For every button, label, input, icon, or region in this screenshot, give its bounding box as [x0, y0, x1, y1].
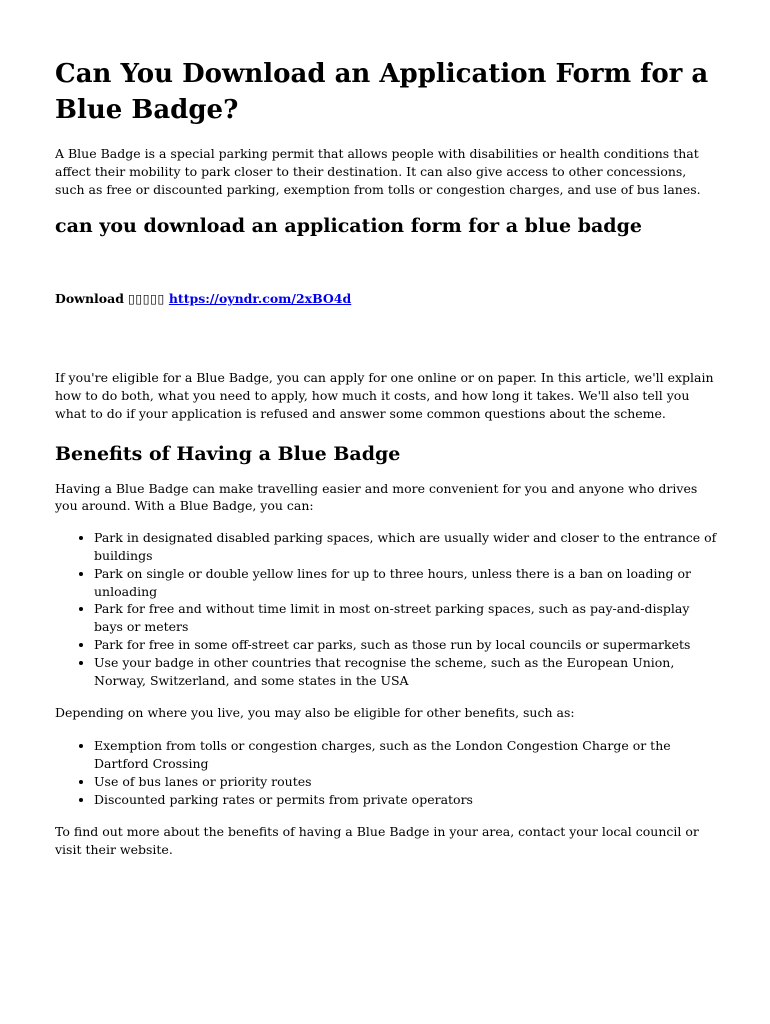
list-item: • Discounted parking rates or permits from private operators	[94, 791, 719, 809]
document-page	[55, 56, 719, 859]
page-title: Can You Download an Application Form for a Blue Badge?	[55, 59, 709, 125]
other-benefits-list	[55, 737, 719, 808]
download-link[interactable]: https://oyndr.com/2xBO4d	[168, 291, 352, 307]
list-item: • Park for free in some off-street car parks, such as those run by local councils or supermarkets	[94, 636, 719, 654]
closing-paragraph: To find out more about the benefits of having a Blue Badge in your area, contact your local council or visit their website.	[55, 824, 699, 858]
list-item: • Park on single or double yellow lines for up to three hours, unless there is a ban on loading or unloading	[94, 565, 719, 601]
subheading: can you download an application form for a blue badge	[55, 215, 642, 238]
list-item: • Use your badge in other countries that recognise the scheme, such as the European Union, Norway, Switzerland, and some states in the USA	[94, 654, 719, 690]
download-line	[55, 290, 719, 308]
list-item: • Exemption from tolls or congestion charges, such as the London Congestion Charge or the Dartford Crossing	[94, 737, 719, 773]
list-item: • Park in designated disabled parking spaces, which are usually wider and closer to the entrance of buildings	[94, 529, 719, 565]
list-item: • Use of bus lanes or priority routes	[94, 773, 719, 791]
download-label: Download	[55, 291, 124, 307]
list-item: • Park for free and without time limit in most on-street parking spaces, such as pay-and-display bays or meters	[94, 600, 719, 636]
benefits-heading: Benefits of Having a Blue Badge	[55, 442, 401, 465]
benefits-intro: Having a Blue Badge can make travelling easier and more convenient for you and anyone who drives you around. With a Blue Badge, you can:	[55, 480, 698, 514]
download-glyphs: ▯▯▯▯▯	[127, 291, 165, 307]
depending-paragraph: Depending on where you live, you may also be eligible for other benefits, such as:	[55, 705, 575, 721]
apply-paragraph: If you're eligible for a Blue Badge, you can apply for one online or on paper. In this article, we'll explain how to do both, what you need to apply, how much it costs, and how long it takes. We'll also tell you what to do if your application is refused and answer some common questions about the scheme.	[55, 370, 714, 421]
intro-paragraph: A Blue Badge is a special parking permit that allows people with disabilities or health conditions that affect their mobility to park closer to their destination. It can also give access to other concessions, such as free or discounted parking, exemption from tolls or congestion charges, and use of bus lanes.	[55, 146, 701, 197]
benefits-list	[55, 529, 719, 689]
